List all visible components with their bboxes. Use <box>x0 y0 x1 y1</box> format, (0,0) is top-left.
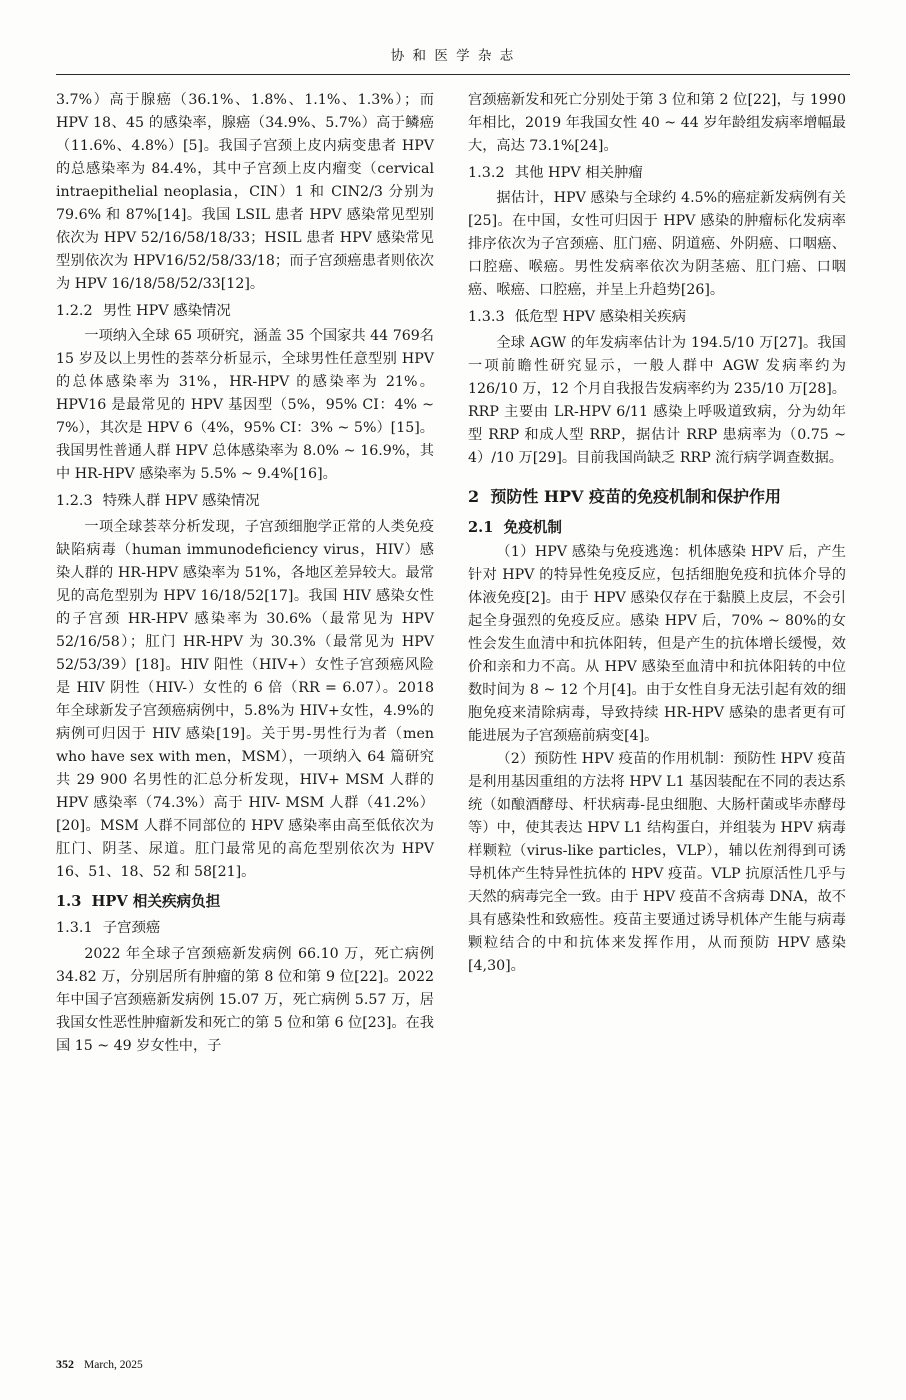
heading-1-3-2 <box>468 162 846 185</box>
heading-section-2-text: 预防性 HPV 疫苗的免疫机制和保护作用 <box>490 486 782 506</box>
heading-1-2-3-text: 特殊人群 HPV 感染情况 <box>102 493 260 510</box>
heading-1-3-2-text: 其他 HPV 相关肿瘤 <box>514 165 643 181</box>
heading-1-2-2-number: 1.2.2 <box>56 303 93 319</box>
heading-2-1-number: 2.1 <box>468 518 494 536</box>
page-number: 352 <box>56 1357 74 1371</box>
page-footer <box>56 1357 143 1372</box>
heading-section-2-number: 2 <box>468 486 480 506</box>
paragraph-continued-right: 宫颈癌新发和死亡分别处于第 3 位和第 2 位[22]，与 1990 年相比，2019 年我国女性 40 ~ 44 岁年龄组发病率增幅最大，高达 73.1%[24]。 <box>468 92 846 154</box>
heading-1-3-3-number: 1.3.3 <box>468 309 505 326</box>
paragraph-continued-left: 3.7%）高于腺癌（36.1%、1.8%、1.1%、1.3%）；而 HPV 18、45 的感染率，腺癌（34.9%、5.7%）高于鳞癌（11.6%、4.8%）[5]。我国子宫颈上皮内病变患者 HPV 的总感染率为 84.4%，其中子宫颈上皮内瘤变（cervical intraepithelial neoplasia，CIN）1 和 CIN2/3 分别为 79.6% 和 87%[14]。我国 LSIL 患者 HPV 感染常见型别依次为 HPV 52/16/58/18/33；HSIL 患者 HPV 感染常见型别依次为 HPV16/52/58/33/18；而子宫颈癌患者则依次为 HPV 16/18/58/52/33[12]。 <box>56 92 434 292</box>
heading-1-2-2-text: 男性 HPV 感染情况 <box>102 303 231 319</box>
paragraph-1-3-2: 据估计，HPV 感染与全球约 4.5%的癌症新发病例有关[25]。在中国，女性可归因于 HPV 感染的肿瘤标化发病率排序依次为子宫颈癌、肛门癌、阴道癌、外阴癌、口咽癌、口腔癌、喉癌。男性发病率依次为阴茎癌、肛门癌、口咽癌、喉癌、口腔癌，并呈上升趋势[26]。 <box>468 190 846 299</box>
paragraph-1-3-3: 全球 AGW 的年发病率估计为 194.5/10 万[27]。我国一项前瞻性研究显示，一般人群中 AGW 发病率约为 126/10 万，12 个月自我报告发病率约为 235/10 万[28]。RRP 主要由 LR-HPV 6/11 感染上呼吸道致病，分为幼年型 RRP 和成人型 RRP，据估计 RRP 患病率为（0.75 ~ 4）/10 万[29]。目前我国尚缺乏 RRP 流行病学调查数据。 <box>468 334 846 466</box>
heading-2-1 <box>468 516 846 540</box>
running-head: 协 和 医 学 杂 志 <box>390 48 516 64</box>
heading-1-2-2 <box>56 300 434 323</box>
heading-section-2 <box>468 484 846 510</box>
heading-1-3-3-text: 低危型 HPV 感染相关疾病 <box>514 309 686 326</box>
heading-1-3-text: HPV 相关疾病负担 <box>91 892 221 910</box>
paragraph-1-2-3: 一项全球荟萃分析发现，子宫颈细胞学正常的人类免疫缺陷病毒（human immunodeficiency virus，HIV）感染人群的 HR-HPV 感染率为 51%，各地区差异较大。最常见的高危型别为 HPV 16/18/52[17]。我国 HIV 感染女性的子宫颈 HR-HPV 感染率为 30.6%（最常见为 HPV 52/16/58）；肛门 HR-HPV 为 30.3%（最常见为 HPV 52/53/39）[18]。HIV 阳性（HIV+）女性子宫颈癌风险是 HIV 阴性（HIV-）女性的 6 倍（RR = 6.07）。2018 年全球新发子宫颈癌病例中，5.8%为 HIV+女性，4.9%的病例可归因于 HIV 感染[19]。关于男-男性行为者（men who have sex with men，MSM），一项纳入 64 篇研究共 29 900 名男性的汇总分析发现，HIV+ MSM 人群的 HPV 感染率（74.3%）高于 HIV- MSM 人群（41.2%）[20]。MSM 人群不同部位的 HPV 感染率由高至低依次为肛门、阴茎、尿道。肛门最常见的高危型别依次为 HPV 16、51、18、52 和 58[21]。 <box>56 518 434 880</box>
paragraph-1-2-2: 一项纳入全球 65 项研究，涵盖 35 个国家共 44 769名 15 岁及以上男性的荟萃分析显示，全球男性任意型别 HPV 的总体感染率为 31%，HR-HPV 的感染率为 21%。HPV16 是最常见的 HPV 基因型（5%，95% CI：4% ~ 7%），其次是 HPV 6（4%，95% CI：3% ~ 5%）[15]。我国男性普通人群 HPV 总体感染率为 8.0% ~ 16.9%，其中 HR-HPV 感染率为 5.5% ~ 9.4%[16]。 <box>56 328 434 483</box>
right-column <box>468 89 846 1319</box>
heading-1-2-3-number: 1.2.3 <box>56 493 93 510</box>
heading-1-3-number: 1.3 <box>56 892 82 910</box>
left-column <box>56 89 434 1319</box>
paragraph-1-3-1: 2022 年全球子宫颈癌新发病例 66.10 万，死亡病例 34.82 万，分别居所有肿瘤的第 8 位和第 9 位[22]。2022 年中国子宫颈癌新发病例 15.07 万，死亡病例 5.57 万，居我国女性恶性肿瘤新发和死亡的第 5 位和第 6 位[23]。在我国 15 ~ 49 岁女性中，子 <box>56 945 434 1054</box>
heading-1-3-1-number: 1.3.1 <box>56 920 93 937</box>
heading-1-3-2-number: 1.3.2 <box>468 165 505 181</box>
two-column-body <box>56 89 850 1319</box>
heading-1-3 <box>56 890 434 914</box>
heading-1-3-3 <box>468 306 846 329</box>
issue-date: March, 2025 <box>84 1359 143 1371</box>
heading-1-3-1 <box>56 917 434 940</box>
heading-1-3-1-text: 子宫颈癌 <box>102 920 161 937</box>
paragraph-2-1-1: （1）HPV 感染与免疫逃逸：机体感染 HPV 后，产生针对 HPV 的特异性免疫反应，包括细胞免疫和抗体介导的 体液免疫[2]。由于 HPV 感染仅存在于黏膜上皮层，不会引起全身强烈的免疫反应。感染 HPV 后，70% ~ 80%的女性会发生血清中和抗体阳转，但是产生的抗体增长缓慢，效价和亲和力不高。从 HPV 感染至血清中和抗体阳转的中位数时间为 8 ~ 12 个月[4]。由于女性自身无法引起有效的细胞免疫来清除病毒，导致持续 HR-HPV 感染的患者更有可能进展为子宫颈癌前病变[4]。 <box>468 544 846 745</box>
header-divider <box>56 74 850 75</box>
heading-1-2-3 <box>56 490 434 513</box>
paragraph-2-1-2: （2）预防性 HPV 疫苗的作用机制：预防性 HPV 疫苗是利用基因重组的方法将 HPV L1 基因装配在不同的表达系统（如酿酒酵母、杆状病毒-昆虫细胞、大肠杆菌或毕赤酵母等）中，使其表达 HPV L1 结构蛋白，并组装为 HPV 病毒样颗粒（virus-like particles，VLP），辅以佐剂得到可诱导机体产生特异性抗体的 HPV 疫苗。VLP 抗原活性几乎与天然的病毒完全一致。由于 HPV 疫苗不含病毒 DNA，故不具有感染性和致癌性。疫苗主要通过诱导机体产生能与病毒颗粒结合的中和抗体来发挥作用，从而预防 HPV 感染[4,30]。 <box>468 751 846 975</box>
heading-2-1-text: 免疫机制 <box>503 518 562 536</box>
